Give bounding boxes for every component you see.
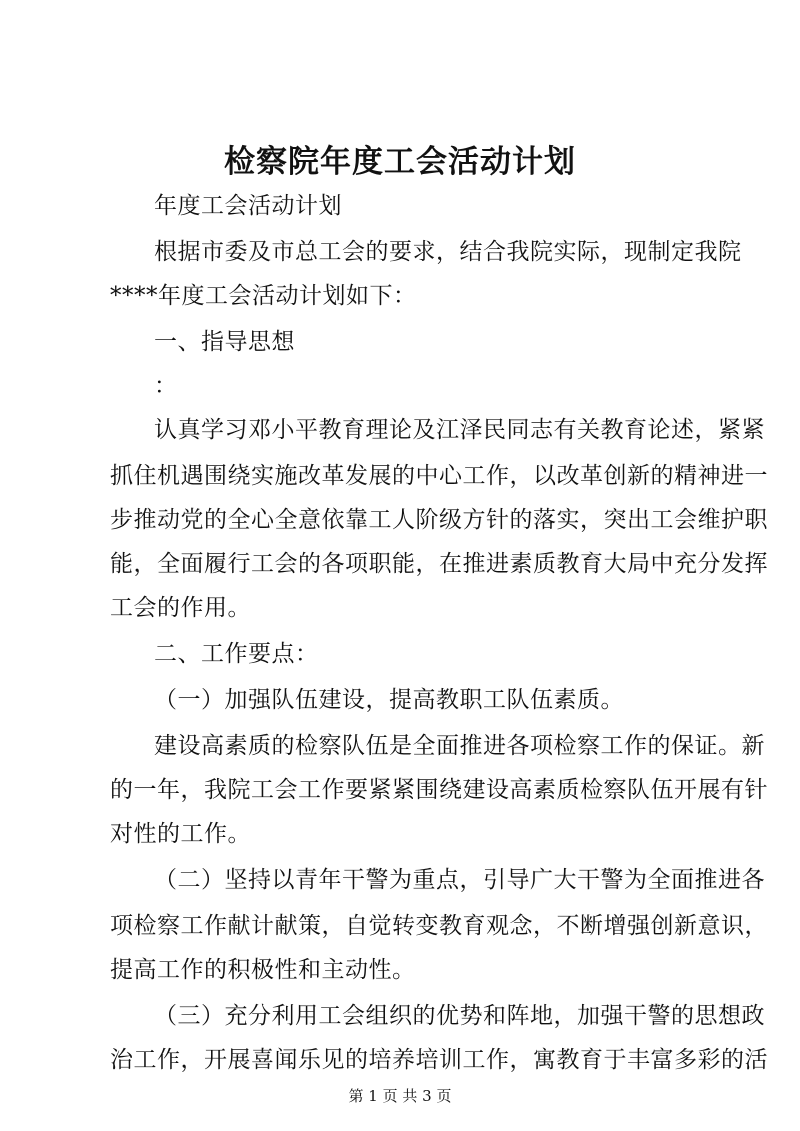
paragraph-line: 能，全面履行工会的各项职能，在推进素质教育大局中充分发挥 <box>110 551 768 577</box>
paragraph-line: ****年度工会活动计划如下： <box>110 283 417 309</box>
paragraph-line: 工会的作用。 <box>110 595 251 621</box>
paragraph-line: 提高工作的积极性和主动性。 <box>110 957 416 983</box>
paragraph-line: 抓住机遇围绕实施改革发展的中心工作，以改革创新的精神进一 <box>110 463 768 489</box>
paragraph-line: 的一年，我院工会工作要紧紧围绕建设高素质检察队伍开展有针 <box>110 777 768 803</box>
page-number: 第 1 页 共 3 页 <box>348 1087 452 1105</box>
paragraph-line: （二）坚持以青年干警为重点，引导广大干警为全面推进各 <box>154 867 765 893</box>
paragraph-line: （三）充分利用工会组织的优势和阵地，加强干警的思想政 <box>154 1003 765 1029</box>
paragraph-line: 治工作，开展喜闻乐见的培养培训工作，寓教育于丰富多彩的活 <box>110 1047 768 1073</box>
paragraph-line: ： <box>154 373 178 399</box>
subtitle-line: 年度工会活动计划 <box>154 193 342 219</box>
section-heading: 一、指导思想 <box>154 329 295 355</box>
paragraph-line: 建设高素质的检察队伍是全面推进各项检察工作的保证。新 <box>154 733 765 759</box>
document-title: 检察院年度工会活动计划 <box>224 144 576 180</box>
section-subheading: （一）加强队伍建设，提高教职工队伍素质。 <box>154 687 624 713</box>
paragraph-line: 根据市委及市总工会的要求，结合我院实际，现制定我院 <box>154 239 742 265</box>
paragraph-line: 项检察工作献计献策，自觉转变教育观念，不断增强创新意识， <box>110 913 768 939</box>
section-heading: 二、工作要点： <box>154 641 319 667</box>
paragraph-line: 步推动党的全心全意依靠工人阶级方针的落实，突出工会维护职 <box>110 507 768 533</box>
paragraph-line: 对性的工作。 <box>110 821 251 847</box>
paragraph-line: 认真学习邓小平教育理论及江泽民同志有关教育论述，紧紧 <box>154 417 765 443</box>
